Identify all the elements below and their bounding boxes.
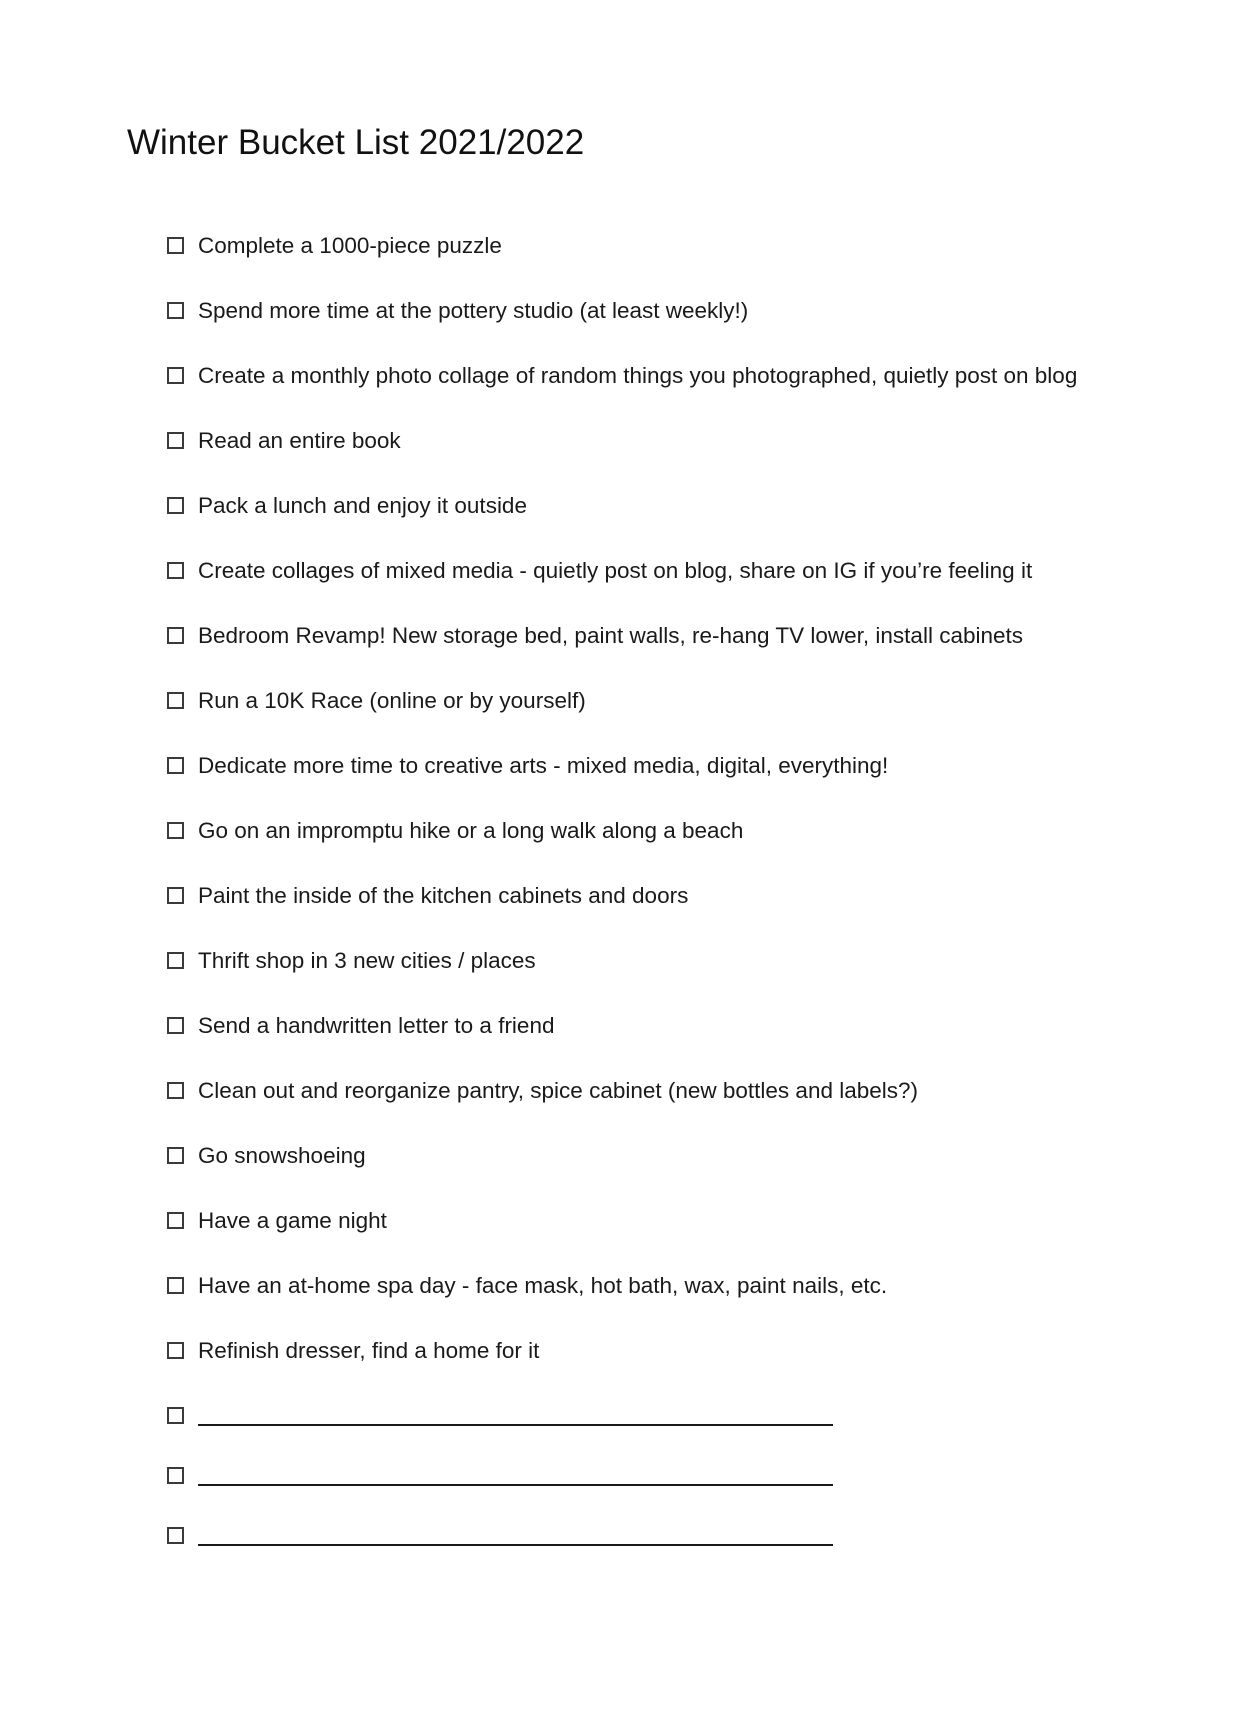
checklist-item-label: Bedroom Revamp! New storage bed, paint walls, re-hang TV lower, install cabinets [198, 623, 1023, 648]
empty-checkbox-icon[interactable] [167, 692, 184, 709]
empty-checkbox-icon[interactable] [167, 562, 184, 579]
checklist-item [167, 1140, 1087, 1171]
blank-write-in-line[interactable] [198, 1400, 833, 1426]
checklist-item [167, 295, 1087, 326]
checklist-item [167, 685, 1087, 716]
empty-checkbox-icon[interactable] [167, 1277, 184, 1294]
checklist-item-label: Spend more time at the pottery studio (at least weekly!) [198, 298, 749, 323]
checklist-item-label: Have a game night [198, 1208, 387, 1233]
checklist-item [167, 1010, 1087, 1041]
empty-checkbox-icon[interactable] [167, 1017, 184, 1034]
checklist-item [167, 1205, 1087, 1236]
empty-checkbox-icon[interactable] [167, 237, 184, 254]
checklist-item [167, 1335, 1087, 1366]
checklist-item-label: Send a handwritten letter to a friend [198, 1013, 555, 1038]
checklist-blank-item [167, 1400, 1087, 1426]
checklist-item [167, 1075, 1087, 1106]
empty-checkbox-icon[interactable] [167, 367, 184, 384]
checklist-item [167, 490, 1087, 521]
checklist-blank-item [167, 1460, 1087, 1486]
checklist [167, 230, 1087, 1580]
checklist-item-label: Thrift shop in 3 new cities / places [198, 948, 536, 973]
checklist-item [167, 425, 1087, 456]
empty-checkbox-icon[interactable] [167, 432, 184, 449]
checklist-item-label: Pack a lunch and enjoy it outside [198, 493, 527, 518]
checklist-item [167, 945, 1087, 976]
checklist-blank-item [167, 1520, 1087, 1546]
checklist-item-label: Refinish dresser, find a home for it [198, 1338, 540, 1363]
checklist-item [167, 360, 1087, 391]
empty-checkbox-icon[interactable] [167, 887, 184, 904]
blank-write-in-line[interactable] [198, 1460, 833, 1486]
checklist-item [167, 620, 1087, 651]
checklist-item-label: Paint the inside of the kitchen cabinets and doors [198, 883, 689, 908]
checklist-item-label: Go snowshoeing [198, 1143, 366, 1168]
blank-write-in-line[interactable] [198, 1520, 833, 1546]
empty-checkbox-icon[interactable] [167, 497, 184, 514]
checklist-item-label: Read an entire book [198, 428, 401, 453]
checklist-item [167, 815, 1087, 846]
checklist-item-label: Create a monthly photo collage of random things you photographed, quietly post on blog [198, 363, 1078, 388]
empty-checkbox-icon[interactable] [167, 1082, 184, 1099]
checklist-item-label: Go on an impromptu hike or a long walk along a beach [198, 818, 744, 843]
empty-checkbox-icon[interactable] [167, 822, 184, 839]
empty-checkbox-icon[interactable] [167, 1147, 184, 1164]
empty-checkbox-icon[interactable] [167, 952, 184, 969]
checklist-item [167, 880, 1087, 911]
empty-checkbox-icon[interactable] [167, 1527, 184, 1544]
checklist-item-label: Create collages of mixed media - quietly post on blog, share on IG if you’re feeling it [198, 558, 1033, 583]
checklist-item-label: Dedicate more time to creative arts - mixed media, digital, everything! [198, 753, 889, 778]
checklist-item [167, 1270, 1087, 1301]
empty-checkbox-icon[interactable] [167, 627, 184, 644]
empty-checkbox-icon[interactable] [167, 1342, 184, 1359]
checklist-item [167, 230, 1087, 261]
checklist-item [167, 750, 1087, 781]
checklist-item-label: Clean out and reorganize pantry, spice cabinet (new bottles and labels?) [198, 1078, 919, 1103]
checklist-item-label: Complete a 1000-piece puzzle [198, 233, 502, 258]
page-title: Winter Bucket List 2021/2022 [127, 123, 585, 162]
checklist-item-label: Have an at-home spa day - face mask, hot bath, wax, paint nails, etc. [198, 1273, 888, 1298]
checklist-item-label: Run a 10K Race (online or by yourself) [198, 688, 586, 713]
empty-checkbox-icon[interactable] [167, 1212, 184, 1229]
empty-checkbox-icon[interactable] [167, 1407, 184, 1424]
checklist-item [167, 555, 1087, 586]
empty-checkbox-icon[interactable] [167, 757, 184, 774]
empty-checkbox-icon[interactable] [167, 1467, 184, 1484]
empty-checkbox-icon[interactable] [167, 302, 184, 319]
